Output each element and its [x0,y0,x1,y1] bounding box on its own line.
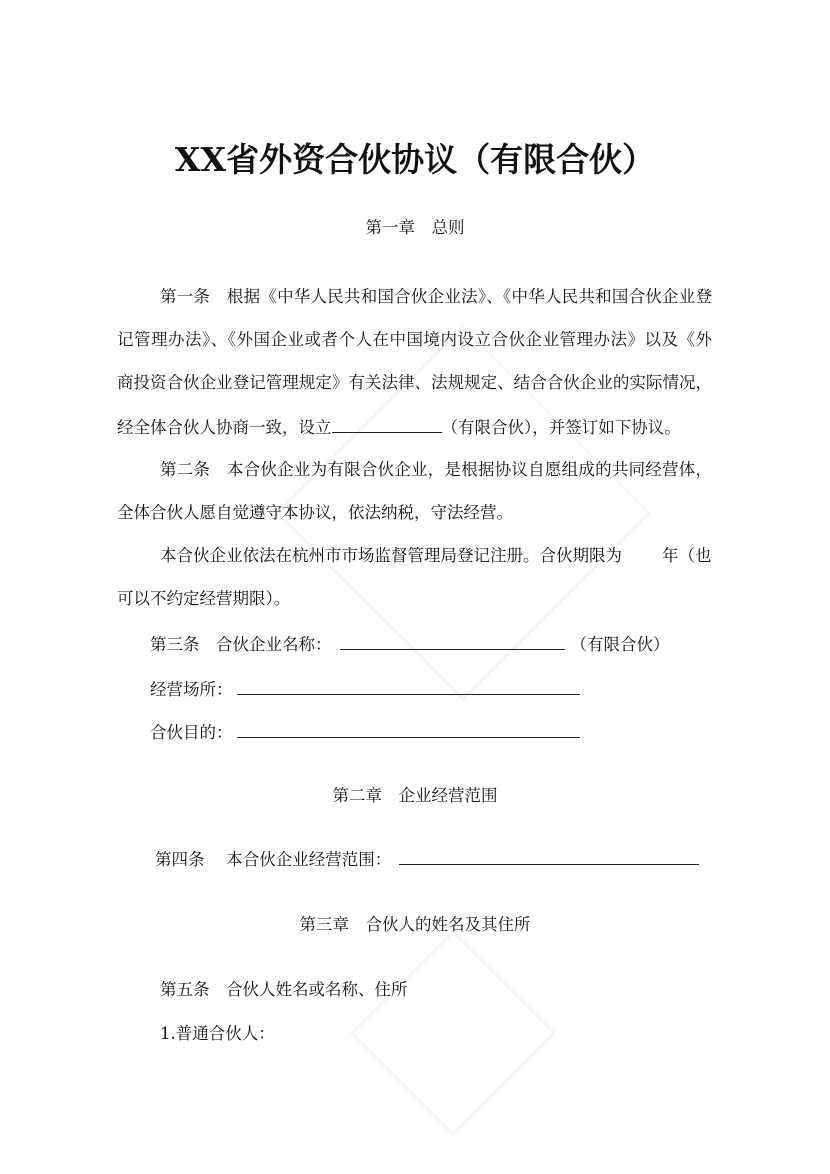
article-3-place [150,676,580,702]
article-2-line: 可以不约定经营期限）。 [117,589,291,608]
article-2-line [160,544,712,568]
business-place-field[interactable] [237,676,580,695]
label: 第四条 本合伙企业经营范围： [155,850,392,869]
chapter-heading: 第一章 总则 [365,218,465,237]
list-item: 1.普通合伙人： [160,1024,275,1043]
chapter-heading: 第二章 企业经营范围 [332,786,498,805]
label: 经营场所： [150,680,233,699]
label: 第三条 合伙企业名称： [150,635,332,654]
article-3-purpose [150,719,580,745]
document-title: XX省外资合伙协议（有限合伙） [174,140,656,179]
article-4 [155,846,699,872]
chapter-heading: 第三章 合伙人的姓名及其住所 [299,915,531,934]
article-1-line: 商投资合伙企业登记管理规定》有关法律、法规规定、结合合伙企业的实际情况， [117,373,712,392]
article-5: 第五条 合伙人姓名或名称、住所 [160,980,408,999]
article-1-line: 记管理办法》、《外国企业或者个人在中国境内设立合伙企业管理办法》以及《外 [117,330,712,349]
label: （有限合伙） [570,635,670,654]
text: （有限合伙），并签订如下协议。 [441,418,681,437]
blank-field[interactable] [332,414,442,433]
watermark [350,930,556,1136]
label: 合伙目的： [150,723,233,742]
article-3-name [150,631,670,657]
article-2-line: 第二条 本合伙企业为有限合伙企业，是根据协议自愿组成的共同经营体， [160,460,712,479]
article-1-line [117,414,681,440]
business-scope-field[interactable] [399,846,699,865]
text: 年（也 [662,546,712,565]
article-2-line: 全体合伙人愿自觉遵守本协议，依法纳税，守法经营。 [117,503,513,522]
text: 本合伙企业依法在杭州市市场监督管理局登记注册。合伙期限为 [160,546,622,565]
partnership-purpose-field[interactable] [237,719,580,738]
enterprise-name-field[interactable] [340,631,565,650]
text: 经全体合伙人协商一致，设立 [117,418,332,437]
article-1-line: 第一条 根据《中华人民共和国合伙企业法》、《中华人民共和国合伙企业登 [160,287,712,306]
